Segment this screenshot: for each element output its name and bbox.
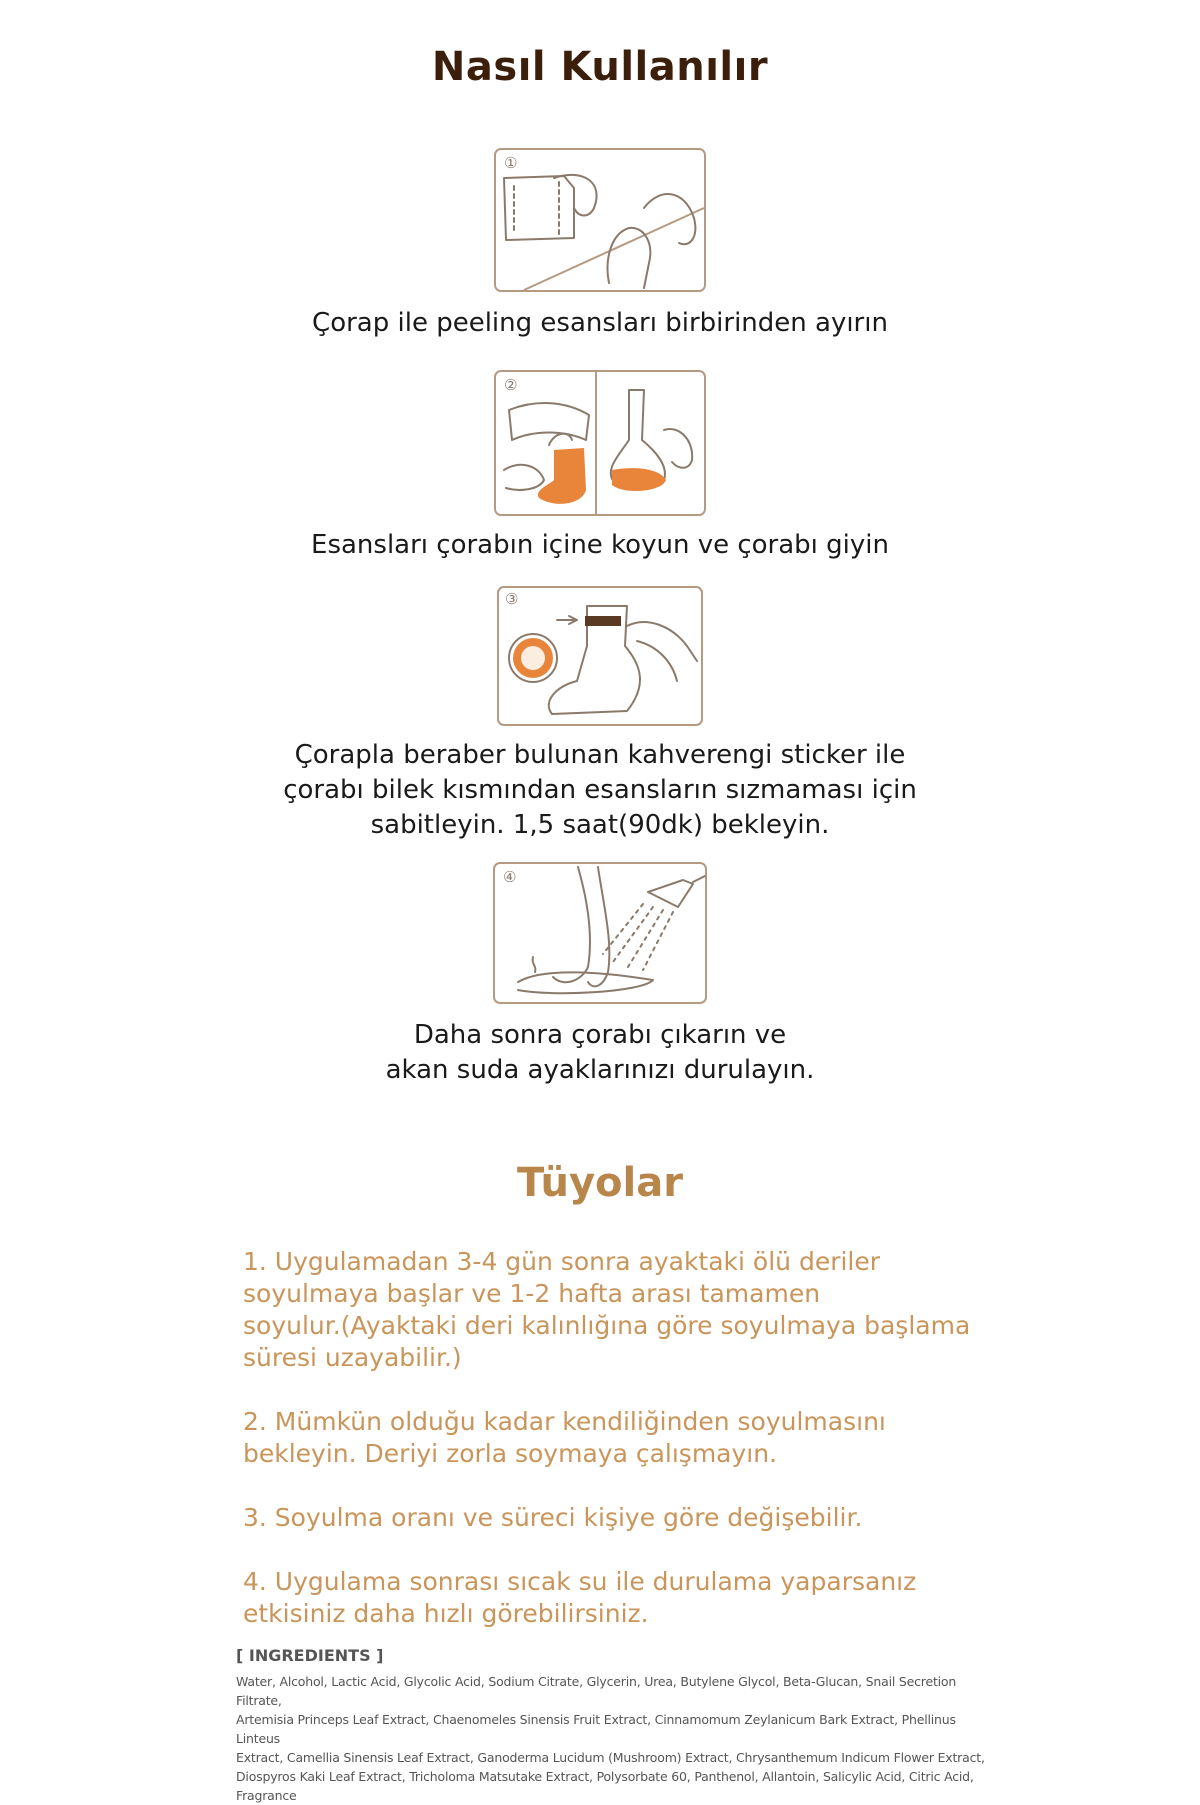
step4-caption-line-2: akan suda ayaklarınızı durulayın. xyxy=(385,1055,815,1085)
tip-line: 4. Uygulama sonrası sıcak su ile durulama yaparsanız xyxy=(243,1567,917,1596)
tip-3 xyxy=(243,1502,983,1534)
tip-line: süresi uzayabilir.) xyxy=(243,1343,462,1372)
step3-illustration xyxy=(0,586,1200,726)
ingredients-line: Extract, Camellia Sinensis Leaf Extract, Ganoderma Lucidum (Mushroom) Extract, Chrysanthemum Indicum Flower Extract, xyxy=(236,1750,985,1765)
step1-illustration xyxy=(0,148,1200,292)
tip-1 xyxy=(243,1246,983,1374)
ingredients-line: Fragrance xyxy=(236,1788,297,1803)
step3-caption xyxy=(0,738,1200,843)
step3-caption-line-3: sabitleyin. 1,5 saat(90dk) bekleyin. xyxy=(370,810,830,840)
step3-caption-line-1: Çorapla beraber bulunan kahverengi sticker ile xyxy=(294,740,906,770)
step2-caption-line: Esansları çorabın içine koyun ve çorabı giyin xyxy=(311,530,889,560)
ingredients-line: Diospyros Kaki Leaf Extract, Tricholoma Matsutake Extract, Polysorbate 60, Panthenol, Allantoin, Salicylic Acid, Citric Acid, xyxy=(236,1769,974,1784)
tip-line: bekleyin. Deriyi zorla soymaya çalışmayın. xyxy=(243,1439,778,1468)
tip-line: soyulur.(Ayaktaki deri kalınlığına göre soyulmaya başlama xyxy=(243,1311,971,1340)
tip-line: 2. Mümkün olduğu kadar kendiliğinden soyulmasını xyxy=(243,1407,886,1436)
step4-illustration xyxy=(0,862,1200,1004)
tips-list xyxy=(243,1246,983,1662)
step2-caption xyxy=(0,528,1200,563)
tip-line: soyulmaya başlar ve 1-2 hafta arası tamamen xyxy=(243,1279,821,1308)
tip-line: etkisiniz daha hızlı görebilirsiniz. xyxy=(243,1599,649,1628)
tip-2 xyxy=(243,1406,983,1470)
step3-number: ③ xyxy=(505,590,519,608)
ingredients-line: Water, Alcohol, Lactic Acid, Glycolic Acid, Sodium Citrate, Glycerin, Urea, Butylene Glycol, Beta-Glucan, Snail Secretion Filtrate, xyxy=(236,1674,957,1708)
step2-number: ② xyxy=(504,376,518,394)
ingredients-list xyxy=(236,1672,996,1805)
ingredients-heading: [ INGREDIENTS ] xyxy=(236,1646,384,1665)
page-title: Nasıl Kullanılır xyxy=(431,44,769,90)
ingredients-line: Artemisia Princeps Leaf Extract, Chaenomeles Sinensis Fruit Extract, Cinnamomum Zeylanicum Bark Extract, Phellinus Linteus xyxy=(236,1712,956,1746)
tip-line: 3. Soyulma oranı ve süreci kişiye göre değişebilir. xyxy=(243,1503,863,1532)
tip-line: 1. Uygulamadan 3-4 gün sonra ayaktaki ölü deriler xyxy=(243,1247,881,1276)
step2-illustration xyxy=(0,370,1200,516)
step1-number: ① xyxy=(504,154,518,172)
step3-caption-line-2: çorabı bilek kısmından esansların sızmaması için xyxy=(283,775,917,805)
step4-number: ④ xyxy=(503,868,517,886)
step1-caption xyxy=(0,306,1200,341)
tips-title: Tüyolar xyxy=(517,1160,683,1206)
step1-caption-line: Çorap ile peeling esansları birbirinden ayırın xyxy=(312,308,888,338)
tip-4 xyxy=(243,1566,983,1630)
step4-caption-line-1: Daha sonra çorabı çıkarın ve xyxy=(413,1020,787,1050)
step4-caption xyxy=(0,1018,1200,1088)
